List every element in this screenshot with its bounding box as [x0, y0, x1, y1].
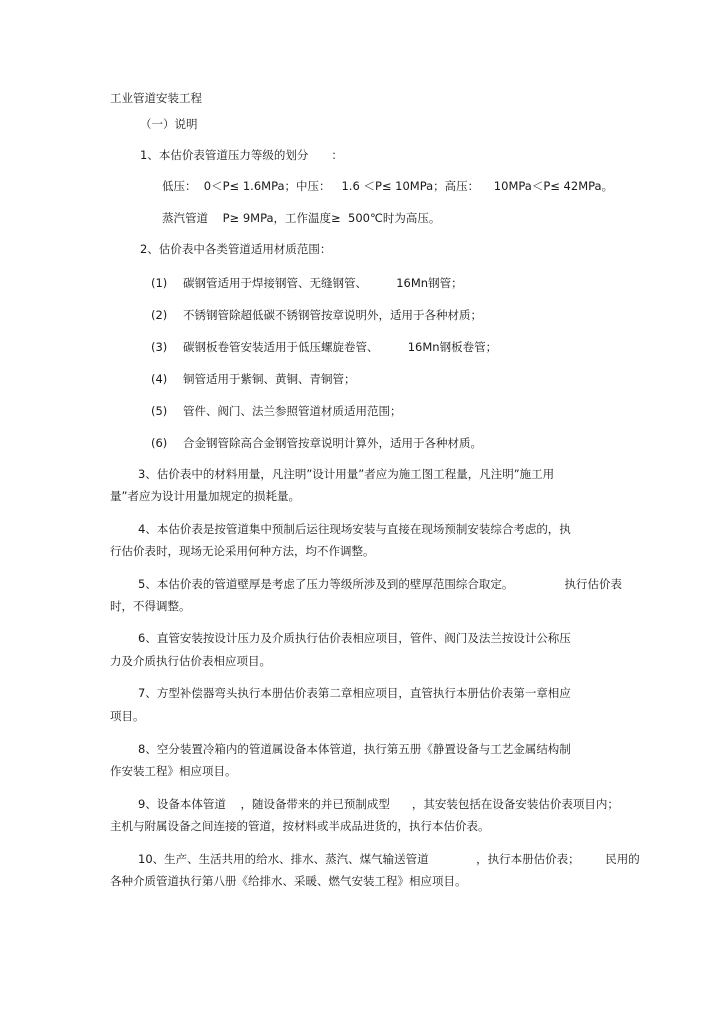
para-9-line-2: 主机与附属设备之间连接的管道，按材料或半成品进货的，执行本估价表。 — [110, 819, 490, 833]
para-9-line-1: 9、设备本体管道 ，随设备带来的并已预制成型 ，其安装包括在设备安装估价表项目内； — [138, 797, 619, 811]
para-4-line-1: 4、本估价表是按管道集中预制后运往现场安装与直接在现场预制安装综合考虑的，执 — [138, 522, 571, 536]
item-text: 不锈钢管除超低碳不锈钢管按章说明外，适用于各种材质； — [183, 308, 482, 322]
item-text: 碳钢管适用于焊接钢管、无缝钢管、 16Mn钢管； — [183, 276, 463, 290]
item-number: (3) — [151, 340, 168, 354]
para-3-line-2: 量”者应为设计用量加规定的损耗量。 — [110, 489, 300, 503]
item-text: 管件、阀门、法兰参照管道材质适用范围； — [183, 404, 402, 418]
item-text: 碳钢板卷管安装适用于低压螺旋卷管、 16Mn钢板卷管； — [183, 340, 498, 354]
para-10-line-1: 10、生产、生活共用的给水、排水、蒸汽、煤气输送管道 ，执行本册估价表； 民用的 — [138, 852, 640, 866]
section-heading: （一）说明 — [140, 117, 198, 131]
doc-title: 工业管道安装工程 — [110, 91, 202, 105]
para-1-line-1: 低压： 0＜P≤ 1.6MPa；中压： 1.6 ＜P≤ 10MPa；高压： 10MPa＜P≤ 42MPa。 — [162, 179, 614, 193]
para-6-line-1: 6、直管安装按设计压力及介质执行估价表相应项目，管件、阀门及法兰按设计公称压 — [138, 631, 571, 645]
item-number: (6) — [151, 436, 168, 450]
item-text: 铜管适用于紫铜、黄铜、青铜管； — [183, 372, 356, 386]
para-1: 1、本估价表管道压力等级的划分 ： — [140, 148, 343, 162]
para-1-line-2: 蒸汽管道 P≥ 9MPa，工作温度≥ 500℃时为高压。 — [162, 211, 441, 225]
para-5-line-1: 5、本估价表的管道壁厚是考虑了压力等级所涉及到的壁厚范围综合取定。 执行估价表 — [138, 577, 622, 591]
item-number: (2) — [151, 308, 168, 322]
para-5-line-2: 时，不得调整。 — [110, 599, 191, 613]
para-3-line-1: 3、估价表中的材料用量，凡注明”设计用量”者应为施工图工程量，凡注明”施工用 — [138, 467, 555, 481]
para-10-line-2: 各种介质管道执行第八册《给排水、采暖、燃气安装工程》相应项目。 — [110, 874, 467, 888]
para-6-line-2: 力及介质执行估价表相应项目。 — [110, 654, 271, 668]
para-7-line-1: 7、方型补偿器弯头执行本册估价表第二章相应项目，直管执行本册估价表第一章相应 — [138, 686, 571, 700]
para-4-line-2: 行估价表时，现场无论采用何种方法，均不作调整。 — [110, 544, 375, 558]
para-8-line-2: 作安装工程》相应项目。 — [110, 764, 237, 778]
item-text: 合金钢管除高合金钢管按章说明计算外，适用于各种材质。 — [183, 436, 482, 450]
para-7-line-2: 项目。 — [110, 709, 145, 723]
para-2: 2、估价表中各类管道适用材质范围： — [140, 242, 332, 256]
para-8-line-1: 8、空分装置冷箱内的管道属设备本体管道，执行第五册《静置设备与工艺金属结构制 — [138, 742, 571, 756]
item-number: (1) — [151, 276, 168, 290]
item-number: (4) — [151, 372, 168, 386]
item-number: (5) — [151, 404, 168, 418]
